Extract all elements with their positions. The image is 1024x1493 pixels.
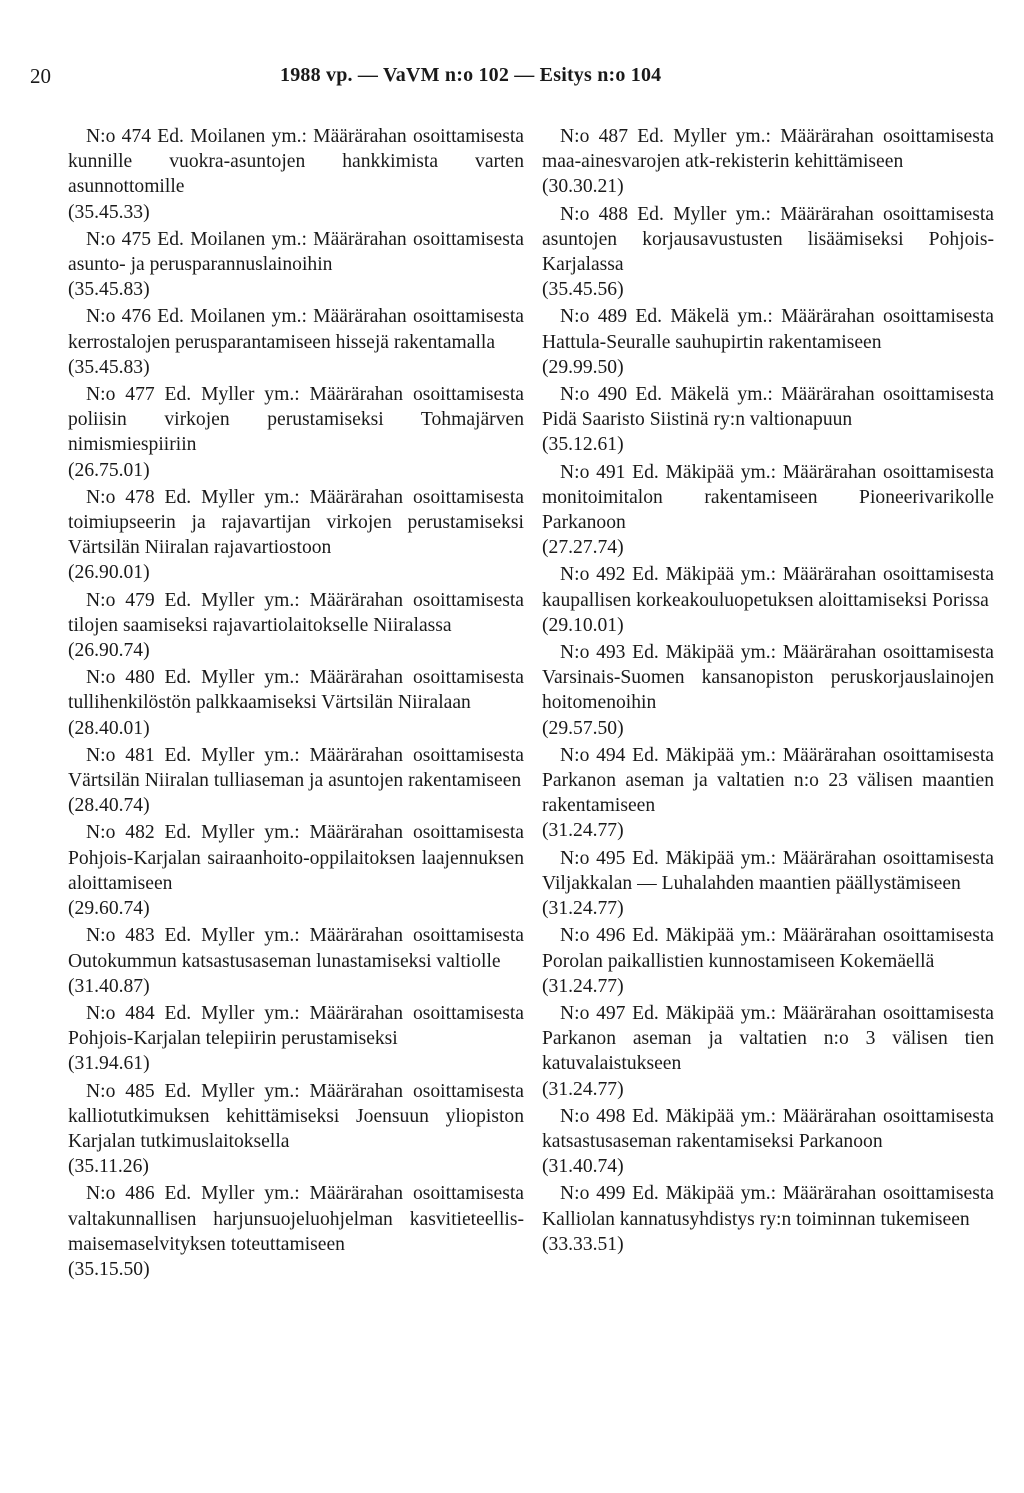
motion-text: N:o 499 Ed. Mäkipää ym.: Määrärahan osoittamisesta Kalliolan kannatusyhdistys ry:n toiminnan tukemiseen	[542, 1183, 994, 1230]
motion-text: N:o 477 Ed. Myller ym.: Määrärahan osoittamisesta poliisin virkojen perustamiseksi Tohmajärven nimismiespiiriin	[68, 384, 524, 456]
motion-text: N:o 496 Ed. Mäkipää ym.: Määrärahan osoittamisesta Porolan paikallistien kunnostamiseen Kokemäellä	[542, 925, 994, 972]
right-column	[542, 124, 994, 1259]
motion-text: N:o 476 Ed. Moilanen ym.: Määrärahan osoittamisesta kerrostalojen perusparantamiseen hissejä rakentamalla	[68, 306, 524, 353]
motion-entry	[68, 382, 524, 483]
motion-entry	[542, 846, 994, 922]
budget-code: (26.90.01)	[68, 562, 150, 584]
budget-code: (35.12.61)	[542, 434, 624, 456]
motion-text: N:o 480 Ed. Myller ym.: Määrärahan osoittamisesta tullihenkilöstön palkkaamiseksi Värtsilän Niiralaan	[68, 667, 524, 714]
motion-text: N:o 494 Ed. Mäkipää ym.: Määrärahan osoittamisesta Parkanon aseman ja valtatien n:o 23 välisen maantien rakentamiseen	[542, 744, 994, 817]
motion-text: N:o 478 Ed. Myller ym.: Määrärahan osoittamisesta toimiupseerin ja rajavartijan virkojen perustamiseksi Värtsilän Niiralan rajavartiostoon	[68, 486, 524, 559]
motion-entry	[542, 202, 994, 303]
budget-code: (33.33.51)	[542, 1233, 624, 1255]
motion-text: N:o 488 Ed. Myller ym.: Määrärahan osoittamisesta asuntojen korjausavustusten lisäämiseksi Pohjois-Karjalassa	[542, 203, 994, 276]
motion-text: N:o 479 Ed. Myller ym.: Määrärahan osoittamisesta tilojen saamiseksi rajavartiolaitokselle Niiralassa	[68, 589, 524, 636]
budget-code: (35.45.56)	[542, 279, 624, 301]
budget-code: (35.45.83)	[68, 356, 150, 378]
motion-entry	[68, 304, 524, 380]
motion-entry	[68, 588, 524, 664]
motion-text: N:o 484 Ed. Myller ym.: Määrärahan osoittamisesta Pohjois-Karjalan telepiirin perustamiseksi	[68, 1002, 524, 1050]
motion-text: N:o 481 Ed. Myller ym.: Määrärahan osoittamisesta Värtsilän Niiralan tulliaseman ja asuntojen rakentamiseen	[68, 744, 524, 792]
motion-entry	[542, 460, 994, 561]
left-column	[68, 124, 524, 1284]
budget-code: (26.90.74)	[68, 640, 150, 662]
motion-entry	[542, 743, 994, 844]
budget-code: (29.10.01)	[542, 614, 624, 636]
budget-code: (27.27.74)	[542, 537, 624, 559]
motion-entry	[68, 227, 524, 303]
page-number: 20	[30, 64, 51, 88]
motion-text: N:o 485 Ed. Myller ym.: Määrärahan osoittamisesta kalliotutkimuksen kehittämiseksi Joensuun yliopiston Karjalan tutkimuslaitoksella	[68, 1080, 524, 1152]
budget-code: (30.30.21)	[542, 176, 624, 198]
budget-code: (31.40.74)	[542, 1156, 624, 1178]
motion-text: N:o 493 Ed. Mäkipää ym.: Määrärahan osoittamisesta Varsinais-Suomen kansanopiston peruskorjauslainojen hoitomenoihin	[542, 642, 994, 714]
motion-text: N:o 474 Ed. Moilanen ym.: Määrärahan osoittamisesta kunnille vuokra-asuntojen hankkimista varten asunnottomille	[68, 126, 524, 198]
motion-text: N:o 486 Ed. Myller ym.: Määrärahan osoittamisesta valtakunnallisen harjunsuojeluohjelman kasvitieteellis-maisemaselvityksen toteuttamiseen	[68, 1183, 524, 1255]
motion-entry	[542, 304, 994, 380]
budget-code: (35.45.33)	[68, 201, 150, 223]
running-head: 1988 vp. — VaVM n:o 102 — Esitys n:o 104	[280, 64, 662, 86]
budget-code: (31.24.77)	[542, 975, 624, 997]
motion-entry	[542, 382, 994, 458]
budget-code: (26.75.01)	[68, 459, 150, 481]
motion-entry	[542, 1001, 994, 1102]
budget-code: (35.45.83)	[68, 279, 150, 301]
budget-code: (28.40.01)	[68, 717, 150, 739]
motion-text: N:o 482 Ed. Myller ym.: Määrärahan osoittamisesta Pohjois-Karjalan sairaanhoito-oppilaitoksen laajennuksen aloittamiseen	[68, 822, 524, 894]
budget-code: (31.94.61)	[68, 1053, 150, 1075]
budget-code: (31.24.77)	[542, 898, 624, 920]
motion-entry	[68, 923, 524, 999]
motion-entry	[68, 743, 524, 819]
motion-entry	[542, 923, 994, 999]
budget-code: (29.57.50)	[542, 717, 624, 739]
motion-entry	[542, 640, 994, 741]
budget-code: (31.24.77)	[542, 820, 624, 842]
motion-entry	[542, 124, 994, 200]
motion-entry	[542, 562, 994, 638]
budget-code: (35.11.26)	[68, 1156, 149, 1178]
motion-entry	[542, 1104, 994, 1180]
budget-code: (35.15.50)	[68, 1258, 150, 1280]
motion-entry	[68, 1181, 524, 1282]
motion-text: N:o 491 Ed. Mäkipää ym.: Määrärahan osoittamisesta monitoimitalon rakentamiseen Pioneerivarikolle Parkanoon	[542, 461, 994, 534]
budget-code: (31.40.87)	[68, 975, 150, 997]
motion-entry	[542, 1181, 994, 1257]
motion-entry	[68, 124, 524, 225]
page-header	[30, 64, 964, 94]
budget-code: (29.60.74)	[68, 898, 150, 920]
motion-text: N:o 497 Ed. Mäkipää ym.: Määrärahan osoittamisesta Parkanon aseman ja valtatien n:o 3 välisen tien katuvalaistukseen	[542, 1002, 994, 1075]
motion-entry	[68, 1001, 524, 1077]
motion-text: N:o 489 Ed. Mäkelä ym.: Määrärahan osoittamisesta Hattula-Seuralle sauhupirtin rakentamiseen	[542, 306, 994, 353]
motion-text: N:o 475 Ed. Moilanen ym.: Määrärahan osoittamisesta asunto- ja perusparannuslainoihin	[68, 228, 524, 276]
motion-entry	[68, 820, 524, 921]
motion-text: N:o 483 Ed. Myller ym.: Määrärahan osoittamisesta Outokummun katsastusaseman lunastamiseksi valtiolle	[68, 925, 524, 972]
motion-text: N:o 498 Ed. Mäkipää ym.: Määrärahan osoittamisesta katsastusaseman rakentamiseksi Parkanoon	[542, 1105, 994, 1152]
motion-entry	[68, 1079, 524, 1180]
budget-code: (28.40.74)	[68, 795, 150, 817]
motion-text: N:o 495 Ed. Mäkipää ym.: Määrärahan osoittamisesta Viljakkalan — Luhalahden maantien päällystämiseen	[542, 847, 994, 894]
motion-text: N:o 490 Ed. Mäkelä ym.: Määrärahan osoittamisesta Pidä Saaristo Siistinä ry:n valtionapuun	[542, 384, 994, 431]
budget-code: (29.99.50)	[542, 356, 624, 378]
motion-entry	[68, 485, 524, 586]
budget-code: (31.24.77)	[542, 1078, 624, 1100]
motion-text: N:o 492 Ed. Mäkipää ym.: Määrärahan osoittamisesta kaupallisen korkeakouluopetuksen aloittamiseksi Porissa	[542, 564, 994, 611]
motion-entry	[68, 665, 524, 741]
motion-text: N:o 487 Ed. Myller ym.: Määrärahan osoittamisesta maa-ainesvarojen atk-rekisterin kehittämiseen	[542, 126, 994, 173]
